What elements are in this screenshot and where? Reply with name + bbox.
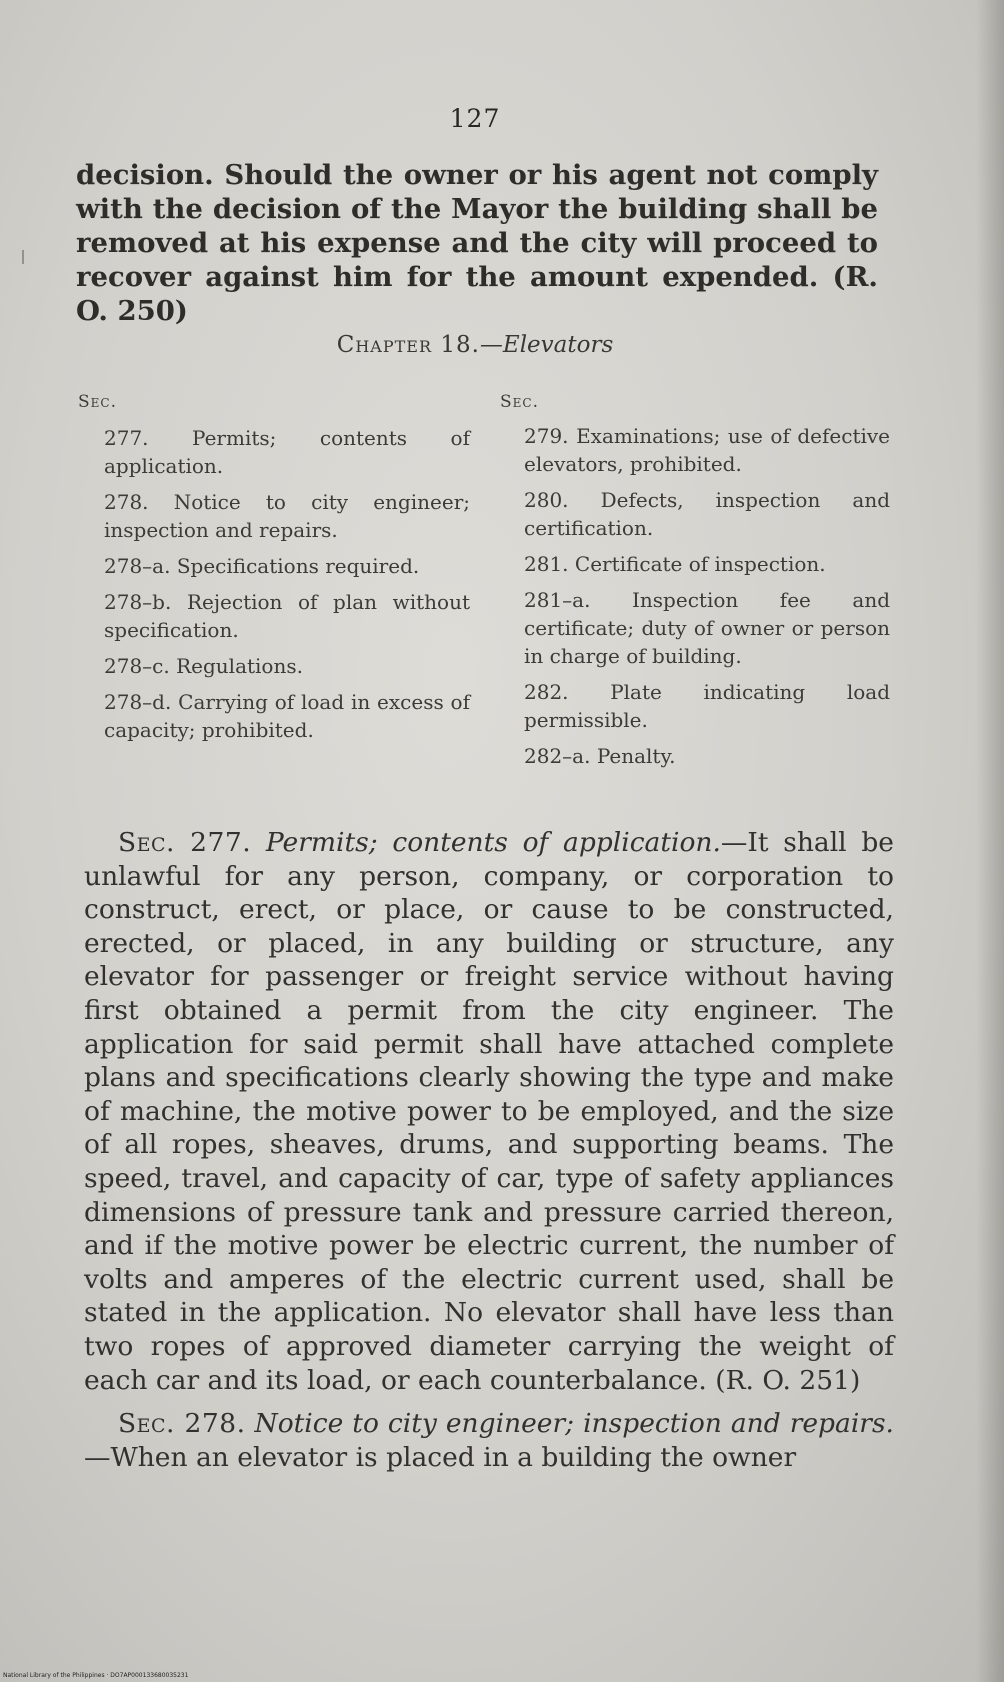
toc-item	[78, 488, 470, 544]
toc-left-column	[78, 392, 470, 752]
toc-item-number: 282–a.	[524, 744, 591, 768]
section-label: Sec. 278.	[118, 1408, 246, 1440]
toc-item-text: Defects, inspection and certification.	[524, 488, 891, 540]
intro-paragraph: decision. Should the owner or his agent not comply with the decision of the Mayor the building shall be removed at his expense and the city will proceed to recover against him for the amount expended. (R. O. 250)	[76, 159, 878, 327]
chapter-heading	[0, 332, 950, 358]
toc-item	[498, 586, 890, 670]
toc-item-text: Carrying of load in excess of capacity; prohibited.	[104, 690, 470, 742]
section-paragraph	[84, 1407, 894, 1474]
toc-item-text: Inspection fee and certificate; duty of owner or person in charge of building.	[524, 588, 891, 668]
toc-item-number: 281.	[524, 552, 569, 576]
toc-item-number: 279.	[524, 424, 569, 448]
toc-item-text: Examinations; use of defective elevators, prohibited.	[524, 424, 891, 476]
toc-item-text: Rejection of plan without specification.	[104, 590, 471, 642]
toc-item-text: Notice to city engineer; inspection and repairs.	[104, 490, 470, 542]
toc-item	[498, 550, 890, 578]
toc-item	[498, 422, 890, 478]
toc-item-text: Regulations.	[176, 654, 303, 678]
toc-item-number: 278–c.	[104, 654, 170, 678]
section-title: Notice to city engineer; inspection and repairs.	[254, 1408, 894, 1440]
section-text: —It shall be unlawful for any person, company, or corporation to construct, erect, or place, or cause to be constructed, erected, or placed, in any building or structure, any elevator for passenger or freight service without having first obtained a permit from the city engineer. The application for said permit shall have attached complete plans and specifications clearly showing the type and make of machine, the motive power to be employed, and the size of all ropes, sheaves, drums, and supporting beams. The speed, travel, and capacity of car, type of safety appliances dimensions of pressure tank and pressure carried thereon, and if the motive power be electric current, the number of volts and amperes of the electric current used, shall be stated in the application. No elevator shall have less than two ropes of approved diameter carrying the weight of each car and its load, or each counterbalance. (R. O. 251)	[84, 827, 894, 1396]
section-title: Permits; contents of application.	[265, 827, 721, 858]
section-paragraph	[84, 826, 894, 1397]
toc-item-text: Permits; contents of application.	[104, 426, 470, 478]
toc-left-heading: Sec.	[78, 392, 117, 412]
toc-item-number: 278–a.	[104, 554, 171, 578]
footer-credit: National Library of the Philippines · DO7AP000133680035231	[3, 1672, 189, 1679]
section-text: —When an elevator is placed in a building the owner	[84, 1441, 797, 1473]
body-text	[84, 826, 894, 1484]
toc-item-text: Specifications required.	[176, 554, 420, 578]
toc-right-heading: Sec.	[500, 392, 539, 412]
margin-mark	[22, 250, 24, 264]
toc-item-number: 282.	[524, 680, 569, 704]
toc-item-text: Penalty.	[596, 744, 676, 768]
chapter-label: Chapter 18.	[336, 332, 480, 358]
toc-item	[78, 552, 470, 580]
section-label: Sec. 277.	[118, 827, 252, 858]
toc-item-number: 278.	[104, 490, 149, 514]
toc-item	[498, 678, 890, 734]
page-number: 127	[449, 104, 501, 133]
toc-right-column	[498, 392, 890, 778]
page-edge-shadow	[976, 0, 1004, 1682]
toc-item-number: 277.	[104, 426, 149, 450]
toc-item-number: 278–d.	[104, 690, 172, 714]
chapter-title: —Elevators	[479, 332, 614, 358]
toc-item-text: Certificate of inspection.	[574, 552, 826, 576]
toc-item-number: 280.	[524, 488, 569, 512]
toc-item-number: 278–b.	[104, 590, 172, 614]
toc-item	[498, 742, 890, 770]
toc-item	[498, 486, 890, 542]
toc-item-text: Plate indicating load permissible.	[524, 680, 891, 732]
toc-item	[78, 588, 470, 644]
toc-item	[78, 688, 470, 744]
toc-item	[78, 424, 470, 480]
toc-item	[78, 652, 470, 680]
toc-item-number: 281–a.	[524, 588, 591, 612]
